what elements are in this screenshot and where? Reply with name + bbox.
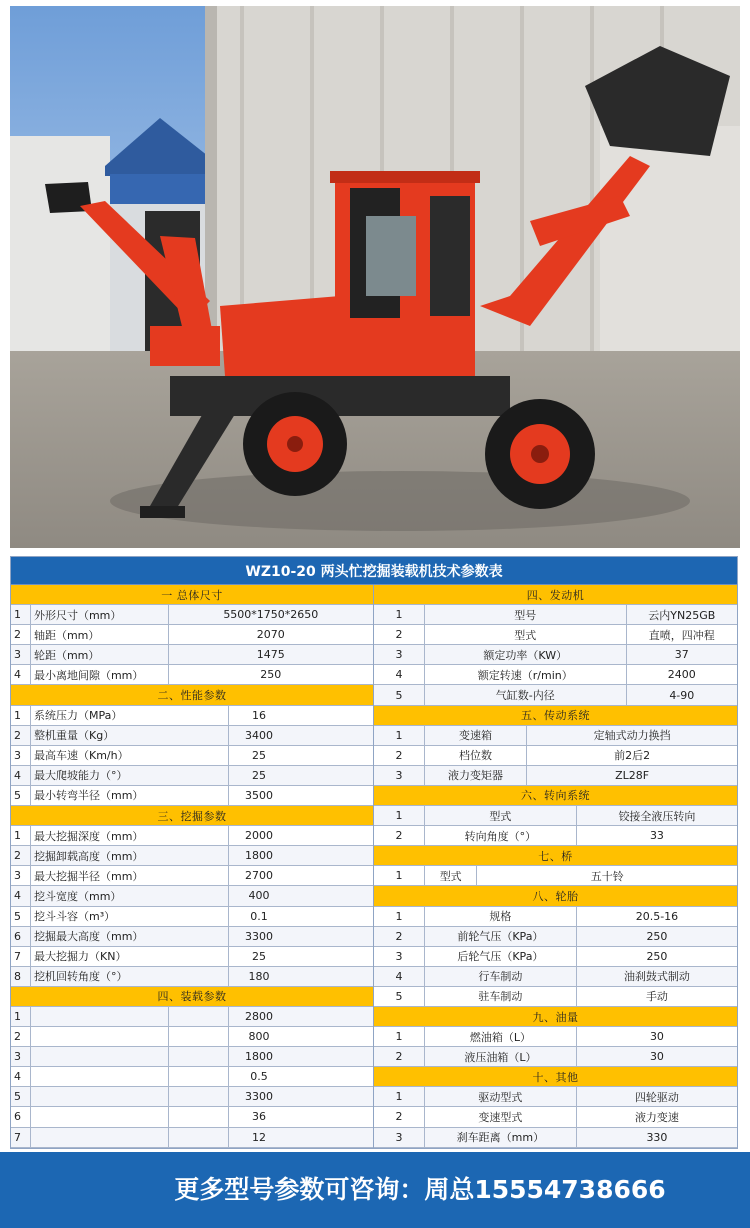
spec-row — [11, 786, 373, 806]
spec-value: 250 — [646, 929, 668, 943]
spec-label: 挖掘最大高度（mm） — [31, 927, 229, 946]
spec-value: 20.5-16 — [635, 909, 679, 923]
spec-value: 铰接全液压转向 — [618, 809, 696, 823]
spec-label — [169, 1047, 229, 1066]
spec-label: 型式 — [425, 625, 627, 644]
spec-label: 最大挖掘半径（mm） — [31, 866, 229, 885]
spec-value: 油刹鼓式制动 — [623, 970, 690, 984]
spec-label: 后轮气压（KPa） — [425, 947, 577, 966]
spec-value: 30 — [649, 1030, 664, 1044]
section-header: 一 总体尺寸 — [11, 585, 373, 605]
spec-value: 1475 — [256, 648, 285, 662]
spec-row — [374, 665, 737, 685]
spec-column-left — [11, 585, 374, 1148]
spec-row — [11, 645, 373, 665]
contact-text: 更多型号参数可咨询：周总15554738666 — [174, 1175, 666, 1204]
spec-row — [374, 1128, 737, 1148]
spec-value: 180 — [248, 969, 270, 983]
spec-label — [31, 1047, 169, 1066]
contact-footer — [0, 1152, 750, 1228]
row-index: 4 — [374, 967, 425, 986]
row-index: 5 — [374, 987, 425, 1006]
row-index: 2 — [11, 1027, 31, 1046]
row-index: 3 — [11, 746, 31, 765]
spec-label: 型式 — [425, 806, 577, 825]
spec-value: 五十铃 — [590, 869, 624, 883]
spec-row — [374, 927, 737, 947]
row-index: 1 — [374, 726, 425, 745]
spec-value: 37 — [674, 648, 689, 662]
spec-row — [11, 886, 373, 906]
spec-label: 挖斗斗容（m³） — [31, 907, 229, 926]
spec-column-right — [374, 585, 737, 1148]
spec-row — [374, 826, 737, 846]
spec-label: 变速箱 — [425, 726, 527, 745]
row-index: 5 — [11, 786, 31, 805]
row-index: 2 — [374, 927, 425, 946]
spec-label: 挖斗宽度（mm） — [31, 886, 229, 905]
row-index: 3 — [374, 645, 425, 664]
spec-row — [11, 846, 373, 866]
row-index: 3 — [11, 866, 31, 885]
spec-row — [11, 1007, 373, 1027]
spec-value: 330 — [646, 1130, 668, 1144]
spec-label — [31, 1027, 169, 1046]
row-index: 1 — [374, 1087, 425, 1106]
spec-row — [374, 806, 737, 826]
row-index: 5 — [11, 1087, 31, 1106]
spec-label: 气缸数-内径 — [425, 685, 627, 704]
spec-label — [31, 1087, 169, 1106]
spec-label: 轮距（mm） — [31, 645, 169, 664]
row-index: 2 — [11, 726, 31, 745]
spec-value: 四轮驱动 — [634, 1090, 679, 1104]
spec-label: 驱动型式 — [425, 1087, 577, 1106]
spec-label — [31, 1128, 169, 1147]
spec-value: 36 — [252, 1110, 266, 1124]
section-header: 十、其他 — [374, 1067, 737, 1087]
row-index: 2 — [374, 826, 425, 845]
spec-value: 12 — [252, 1130, 266, 1144]
spec-row — [374, 726, 737, 746]
spec-value: 直喷，四冲程 — [648, 628, 715, 642]
spec-row — [11, 927, 373, 947]
spec-row — [374, 605, 737, 625]
spec-label: 燃油箱（L） — [425, 1027, 577, 1046]
spec-row — [374, 987, 737, 1007]
spec-label: 挖掘卸载高度（mm） — [31, 846, 229, 865]
row-index: 5 — [374, 685, 425, 704]
row-index: 2 — [374, 1047, 425, 1066]
spec-value: 定轴式动力换挡 — [593, 729, 671, 743]
spec-row — [11, 1128, 373, 1148]
spec-value: 0.5 — [250, 1070, 268, 1084]
spec-row — [11, 706, 373, 726]
spec-row — [11, 947, 373, 967]
row-index: 2 — [11, 846, 31, 865]
spec-value: 25 — [252, 768, 266, 782]
row-index: 3 — [11, 1047, 31, 1066]
spec-label: 最大挖掘深度（mm） — [31, 826, 229, 845]
spec-value: 30 — [649, 1050, 664, 1064]
row-index: 1 — [11, 605, 31, 624]
row-index: 1 — [374, 605, 425, 624]
row-index: 4 — [11, 665, 31, 684]
spec-label: 最小离地间隙（mm） — [31, 665, 169, 684]
spec-label: 液力变矩器 — [425, 766, 527, 785]
spec-label — [169, 1107, 229, 1126]
spec-value: 16 — [252, 708, 266, 722]
spec-value: 3500 — [245, 788, 273, 802]
row-index: 1 — [11, 1007, 31, 1026]
row-index: 2 — [374, 746, 425, 765]
spec-row — [374, 907, 737, 927]
row-index: 4 — [11, 1067, 31, 1086]
spec-row — [11, 1047, 373, 1067]
row-index: 6 — [11, 1107, 31, 1126]
spec-row — [374, 685, 737, 705]
section-header: 四、发动机 — [374, 585, 737, 605]
spec-value: 云内YN25GB — [648, 608, 716, 622]
spec-row — [374, 766, 737, 786]
spec-label: 驻车制动 — [425, 987, 577, 1006]
spec-value: 25 — [252, 949, 266, 963]
spec-label: 转向角度（°） — [425, 826, 577, 845]
spec-row — [374, 625, 737, 645]
row-index: 3 — [374, 947, 425, 966]
row-index: 1 — [374, 806, 425, 825]
spec-value: 手动 — [645, 990, 668, 1004]
section-header: 四、装载参数 — [11, 987, 373, 1007]
spec-value: 1800 — [245, 849, 273, 863]
spec-label: 液压油箱（L） — [425, 1047, 577, 1066]
spec-value: 400 — [248, 889, 270, 903]
spec-row — [11, 1087, 373, 1107]
row-index: 4 — [374, 665, 425, 684]
spec-label: 行车制动 — [425, 967, 577, 986]
loader-photo — [10, 6, 740, 548]
spec-value: 0.1 — [250, 909, 268, 923]
spec-value: 800 — [248, 1030, 270, 1044]
row-index: 1 — [374, 866, 425, 885]
row-index: 7 — [11, 947, 31, 966]
row-index: 2 — [374, 625, 425, 644]
spec-label: 系统压力（MPa） — [31, 706, 229, 725]
spec-label: 额定转速（r/min） — [425, 665, 627, 684]
spec-label — [169, 1027, 229, 1046]
spec-value: 3300 — [245, 1090, 273, 1104]
row-index: 2 — [11, 625, 31, 644]
row-index: 4 — [11, 886, 31, 905]
spec-label: 最大爬坡能力（°） — [31, 766, 229, 785]
spec-value: 33 — [649, 829, 664, 843]
section-header: 三、挖掘参数 — [11, 806, 373, 826]
row-index: 3 — [374, 766, 425, 785]
spec-label: 刹车距离（mm） — [425, 1128, 577, 1147]
section-header: 五、传动系统 — [374, 706, 737, 726]
spec-table — [10, 556, 738, 1149]
spec-row — [11, 625, 373, 645]
spec-label: 轴距（mm） — [31, 625, 169, 644]
spec-label: 最高车速（Km/h） — [31, 746, 229, 765]
backhoe-loader-image — [10, 6, 740, 548]
section-header: 六、转向系统 — [374, 786, 737, 806]
spec-row — [374, 645, 737, 665]
spec-label — [31, 1007, 169, 1026]
spec-row — [11, 665, 373, 685]
spec-row — [11, 826, 373, 846]
spec-value: 2800 — [245, 1010, 273, 1024]
spec-row — [374, 746, 737, 766]
spec-value: 2700 — [245, 869, 273, 883]
spec-value: 250 — [646, 949, 668, 963]
spec-label: 外形尺寸（mm） — [31, 605, 169, 624]
spec-row — [374, 1087, 737, 1107]
row-index: 5 — [11, 907, 31, 926]
section-header: 八、轮胎 — [374, 886, 737, 906]
spec-row — [11, 726, 373, 746]
section-header: 二、性能参数 — [11, 685, 373, 705]
spec-value: 液力变速 — [634, 1110, 679, 1124]
spec-value: 2400 — [667, 668, 696, 682]
spec-row — [374, 1107, 737, 1127]
spec-label: 最大挖掘力（KN） — [31, 947, 229, 966]
spec-row — [374, 1047, 737, 1067]
spec-row — [11, 605, 373, 625]
row-index: 3 — [374, 1128, 425, 1147]
row-index: 3 — [11, 645, 31, 664]
spec-value: 2000 — [245, 829, 273, 843]
row-index: 8 — [11, 967, 31, 986]
spec-table-title: WZ10-20 两头忙挖掘装载机技术参数表 — [11, 557, 737, 585]
row-index: 1 — [11, 826, 31, 845]
spec-value: 2070 — [256, 628, 285, 642]
spec-row — [11, 1107, 373, 1127]
spec-value: 25 — [252, 748, 266, 762]
spec-row — [374, 967, 737, 987]
spec-value: 4-90 — [669, 688, 695, 702]
spec-value: 1800 — [245, 1050, 273, 1064]
spec-label — [169, 1007, 229, 1026]
row-index: 7 — [11, 1128, 31, 1147]
spec-value: 5500*1750*2650 — [223, 608, 319, 622]
spec-label — [31, 1067, 169, 1086]
spec-value: ZL28F — [615, 768, 650, 782]
spec-row — [11, 1027, 373, 1047]
spec-label: 最小转弯半径（mm） — [31, 786, 229, 805]
spec-label: 规格 — [425, 907, 577, 926]
row-index: 6 — [11, 927, 31, 946]
row-index: 1 — [374, 1027, 425, 1046]
spec-label: 变速型式 — [425, 1107, 577, 1126]
spec-label — [169, 1128, 229, 1147]
row-index: 1 — [11, 706, 31, 725]
spec-row — [11, 766, 373, 786]
spec-row — [11, 746, 373, 766]
spec-value: 250 — [260, 668, 282, 682]
spec-label: 额定功率（KW） — [425, 645, 627, 664]
spec-row — [11, 967, 373, 987]
spec-label: 挖机回转角度（°） — [31, 967, 229, 986]
spec-row — [374, 947, 737, 967]
spec-label: 型式 — [425, 866, 478, 885]
row-index: 1 — [374, 907, 425, 926]
spec-label: 整机重量（Kg） — [31, 726, 229, 745]
spec-value: 3300 — [245, 929, 273, 943]
spec-label: 档位数 — [425, 746, 527, 765]
spec-row — [11, 866, 373, 886]
row-index: 4 — [11, 766, 31, 785]
spec-label — [31, 1107, 169, 1126]
spec-label — [169, 1067, 229, 1086]
spec-value: 前2后2 — [614, 749, 651, 763]
spec-row — [374, 1027, 737, 1047]
spec-row — [11, 907, 373, 927]
spec-row — [374, 866, 737, 886]
section-header: 九、油量 — [374, 1007, 737, 1027]
section-header: 七、桥 — [374, 846, 737, 866]
spec-label: 前轮气压（KPa） — [425, 927, 577, 946]
spec-label — [169, 1087, 229, 1106]
row-index: 2 — [374, 1107, 425, 1126]
spec-value: 3400 — [245, 728, 273, 742]
spec-label: 型号 — [425, 605, 627, 624]
spec-row — [11, 1067, 373, 1087]
